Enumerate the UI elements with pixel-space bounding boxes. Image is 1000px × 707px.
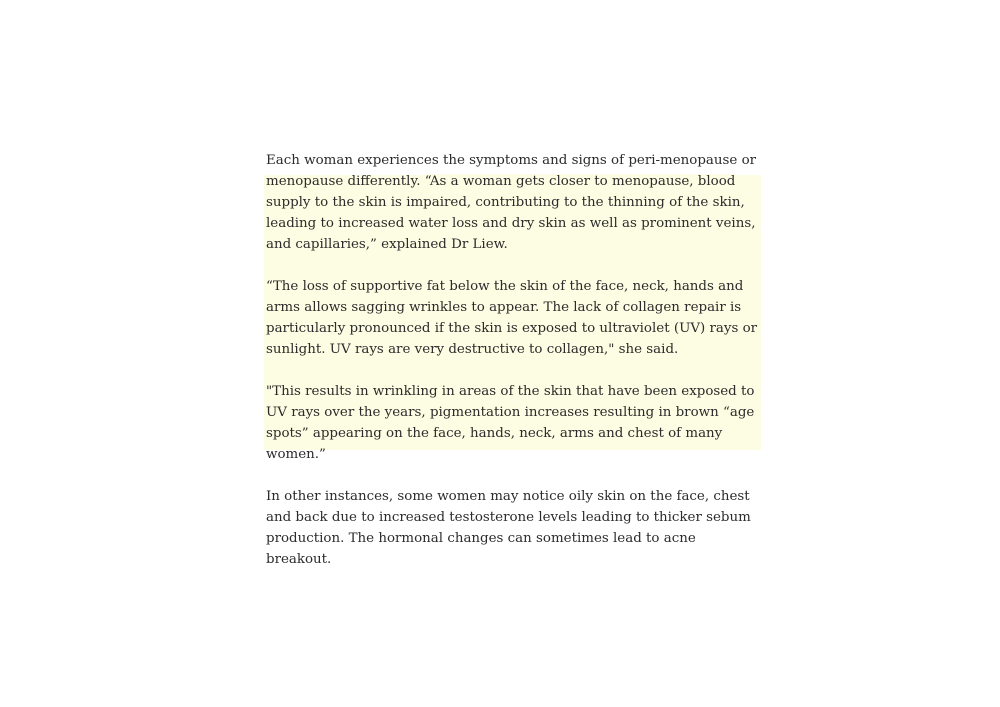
- paragraph-oily-skin[interactable]: In other instances, some women may notice oily skin on the face, chest and back due to increased testosterone levels leading to thicker sebum production. The hormonal changes can sometimes lead to acne breakout.: [266, 489, 751, 567]
- paragraph-intro[interactable]: [266, 150, 762, 255]
- article-body: [266, 150, 762, 591]
- paragraph-intro-lead: Each woman experiences the symptoms and signs of peri-menopause or menopause differently.: [266, 153, 757, 189]
- paragraph-collagen[interactable]: “The loss of supportive fat below the skin of the face, neck, hands and arms allows sagging wrinkles to appear. The lack of collagen repair is particularly pronounced if the skin is exposed to ultraviolet (UV) rays or sunlight. UV rays are very destructive to collagen," she said.: [266, 279, 758, 357]
- paragraph-intro-quote: “As a woman gets closer to menopause, blood supply to the skin is impaired, contributing to the thinning of the skin, leading to increased water loss and dry skin as well as prominent veins, and capillaries,” explained Dr Liew.: [266, 174, 756, 252]
- paragraph-pigmentation[interactable]: "This results in wrinkling in areas of the skin that have been exposed to UV rays over the years, pigmentation increases resulting in brown “age spots” appearing on the face, hands, neck, arms and chest of many women.”: [266, 384, 755, 462]
